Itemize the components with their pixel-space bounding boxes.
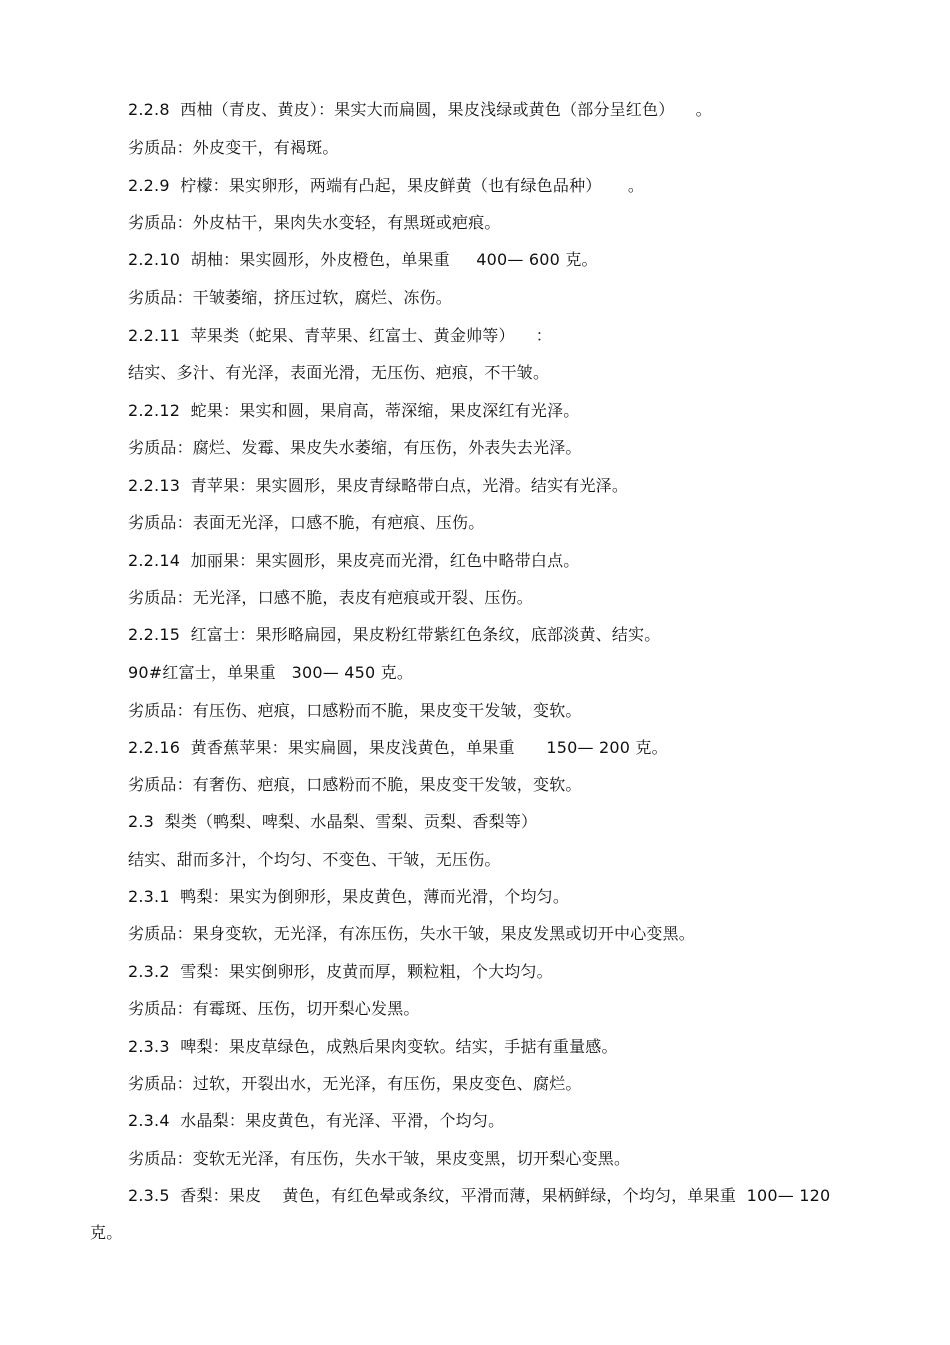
text-line-26: 2.3.3 啤梨：果皮草绿色，成熟后果肉变软。结实，手掂有重量感。 — [128, 1037, 618, 1056]
text-line-12: 劣质品：表面无光泽，口感不脆，有疤痕、压伤。 — [128, 513, 485, 532]
text-line-16: 90#红富士，单果重 300— 450 克。 — [128, 663, 414, 682]
text-line-27: 劣质品：过软，开裂出水，无光泽，有压伤，果皮变色、腐烂。 — [128, 1074, 582, 1093]
text-line-23: 劣质品：果身变软，无光泽，有冻压伤，失水干皱，果皮发黑或切开中心变黑。 — [128, 924, 696, 943]
text-line-30: 2.3.5 香梨：果皮 黄色，有红色晕或条纹，平滑而薄，果柄鲜绿，个均匀，单果重 100— 120 — [128, 1186, 831, 1205]
text-line-24: 2.3.2 雪梨：果实倒卵形，皮黄而厚，颗粒粗，个大均匀。 — [128, 962, 553, 981]
text-line-18: 2.2.16 黄香蕉苹果：果实扁圆，果皮浅黄色，单果重 150— 200 克。 — [128, 738, 668, 757]
text-line-14: 劣质品：无光泽，口感不脆，表皮有疤痕或开裂、压伤。 — [128, 588, 534, 607]
text-line-15: 2.2.15 红富士：果形略扁园，果皮粉红带紫红色条纹，底部淡黄、结实。 — [128, 625, 661, 644]
text-line-31: 克。 — [90, 1223, 123, 1242]
text-line-29: 劣质品：变软无光泽，有压伤，失水干皱，果皮变黑，切开梨心变黑。 — [128, 1149, 631, 1168]
text-line-4: 劣质品：外皮枯干，果肉失水变轻，有黑斑或疤痕。 — [128, 213, 501, 232]
text-line-10: 劣质品：腐烂、发霉、果皮失水萎缩，有压伤，外表失去光泽。 — [128, 438, 582, 457]
text-line-7: 2.2.11 苹果类（蛇果、青苹果、红富士、黄金帅等） ： — [128, 326, 553, 345]
text-line-6: 劣质品：干皱萎缩，挤压过软，腐烂、冻伤。 — [128, 288, 453, 307]
text-line-17: 劣质品：有压伤、疤痕，口感粉而不脆，果皮变干发皱，变软。 — [128, 701, 582, 720]
text-line-5: 2.2.10 胡柚：果实圆形，外皮橙色，单果重 400— 600 克。 — [128, 250, 598, 269]
text-line-1: 2.2.8 西柚（青皮、黄皮）：果实大而扁圆，果皮浅绿或黄色（部分呈红色） 。 — [128, 100, 712, 119]
text-line-3: 2.2.9 柠檬：果实卵形，两端有凸起，果皮鲜黄（也有绿色品种） 。 — [128, 176, 645, 195]
text-line-19: 劣质品：有奢伤、疤痕，口感粉而不脆，果皮变干发皱，变软。 — [128, 775, 582, 794]
text-line-8: 结实、多汁、有光泽，表面光滑，无压伤、疤痕，不干皱。 — [128, 363, 550, 382]
text-line-20: 2.3 梨类（鸭梨、啤梨、水晶梨、雪梨、贡梨、香梨等） — [128, 812, 538, 831]
text-line-21: 结实、甜而多汁，个均匀、不变色、干皱，无压伤。 — [128, 850, 501, 869]
text-line-22: 2.3.1 鸭梨：果实为倒卵形，果皮黄色，薄而光滑，个均匀。 — [128, 887, 570, 906]
text-line-9: 2.2.12 蛇果：果实和圆，果肩高，蒂深缩，果皮深红有光泽。 — [128, 401, 580, 420]
text-line-11: 2.2.13 青苹果：果实圆形，果皮青绿略带白点，光滑。结实有光泽。 — [128, 476, 629, 495]
text-line-28: 2.3.4 水晶梨：果皮黄色，有光泽、平滑，个均匀。 — [128, 1111, 505, 1130]
text-line-13: 2.2.14 加丽果：果实圆形，果皮亮而光滑，红色中略带白点。 — [128, 551, 580, 570]
text-line-2: 劣质品：外皮变干，有褐斑。 — [128, 138, 339, 157]
text-line-25: 劣质品：有霉斑、压伤，切开梨心发黑。 — [128, 999, 420, 1018]
